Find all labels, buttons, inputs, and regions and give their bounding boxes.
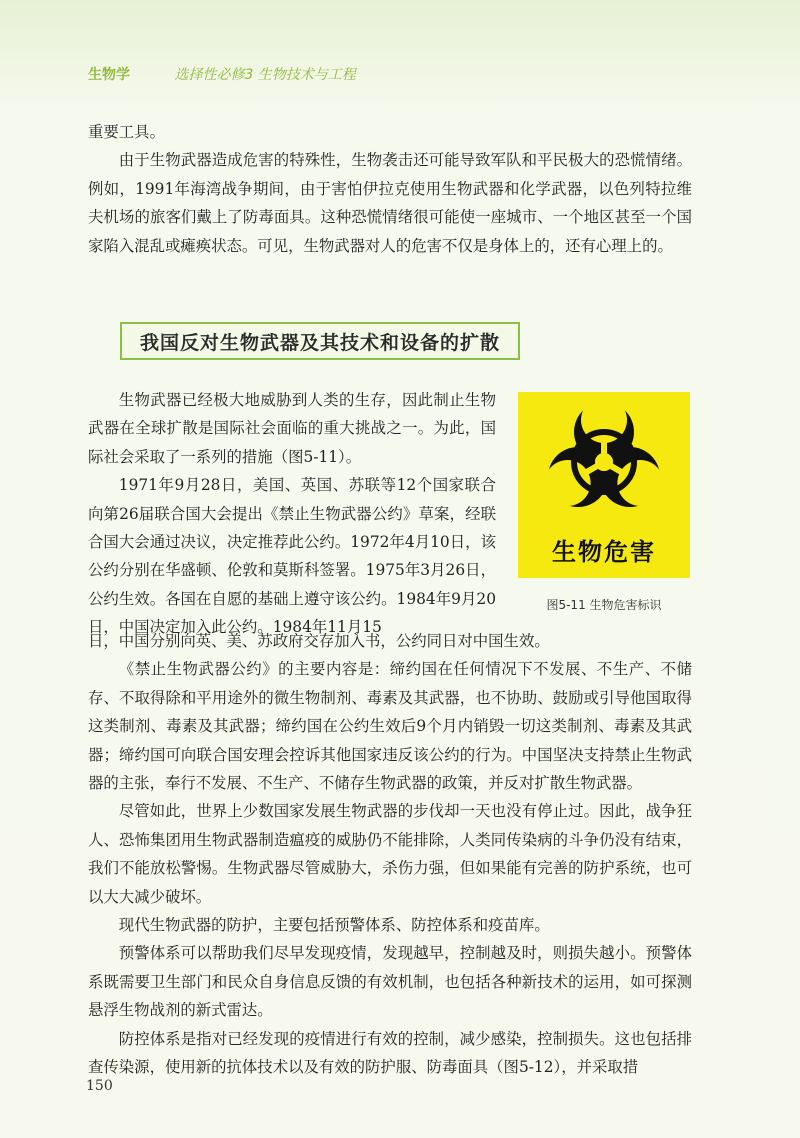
header-subject: 生物学 [88,67,130,83]
paragraph: 尽管如此，世界上少数国家发展生物武器的步伐却一天也没有停止过。因此，战争狂人、恐怖集团用生物武器制造瘟疫的威胁仍不能排除，人类同传染病的斗争仍没有结束，我们不能放松警惕。生物武器尽管威胁大，杀伤力强，但如果能有完善的防护系统，也可以大大减少破坏。 [88,802,692,906]
paragraph: 预警体系可以帮助我们尽早发现疫情，发现越早，控制越及时，则损失越小。预警体系既需要卫生部门和民众自身信息反馈的有效机制，也包括各种新技术的运用，如可探测悬浮生物战剂的新式雷达。 [88,944,692,1020]
figure-caption: 图5-11 生物危害标识 [546,598,662,612]
biohazard-figure [518,392,690,578]
section-title: 我国反对生物武器及其技术和设备的扩散 [120,322,520,360]
page-number: 150 [86,1078,113,1094]
running-header [88,64,708,88]
paragraph: 日，中国分别向英、美、苏政府交存加入书，公约同日对中国生效。 [88,632,550,650]
paragraph: 1971年9月28日，美国、英国、苏联等12个国家联合向第26届联合国大会提出《禁止生物武器公约》草案，经联合国大会通过决议，决定推荐此公约。1972年4月10日，该公约分别在华盛顿、伦敦和莫斯科签署。1975年3月26日，公约生效。各国在自愿的基础上遵守该公约。1984年9月20日，中国决定加入此公约。1984年11月15 [88,476,496,637]
paragraph: 生物武器已经极大地威胁到人类的生存，因此制止生物武器在全球扩散是国际社会面临的重大挑战之一。为此，国际社会采取了一系列的措施（图5-11）。 [88,391,496,466]
body-text [88,627,692,1082]
paragraph: 重要工具。 [88,123,165,141]
paragraph: 由于生物武器造成危害的特殊性，生物袭击还可能导致军队和平民极大的恐慌情绪。例如，1991年海湾战争期间，由于害怕伊拉克使用生物武器和化学武器，以色列特拉维夫机场的旅客们戴上了防毒面具。这种恐慌情绪很可能使一座城市、一个地区甚至一个国家陷入混乱或瘫痪状态。可见，生物武器对人的危害不仅是身体上的，还有心理上的。 [88,151,692,255]
paragraph: 《禁止生物武器公约》的主要内容是：缔约国在任何情况下不发展、不生产、不储存、不取得除和平用途外的微生物制剂、毒素及其武器，也不协助、鼓励或引导他国取得这类制剂、毒素及其武器；缔约国在公约生效后9个月内销毁一切这类制剂、毒素及其武器；缔约国可向联合国安理会控诉其他国家违反该公约的行为。中国坚决支持禁止生物武器的主张，奉行不发展、不生产、不储存生物武器的政策，并反对扩散生物武器。 [88,660,692,793]
header-book-title: 选择性必修3 生物技术与工程 [174,67,356,83]
paragraph: 现代生物武器的防护，主要包括预警体系、防控体系和疫苗库。 [118,916,550,935]
intro-text [88,118,692,260]
biohazard-icon [518,392,690,532]
biohazard-label: 生物危害 [552,538,656,566]
paragraph: 防控体系是指对已经发现的疫情进行有效的控制，减少感染，控制损失。这也包括排查传染源，使用新的抗体技术以及有效的防护服、防毒面具（图5-12），并采取措 [88,1029,692,1077]
wrapped-text [88,386,496,642]
